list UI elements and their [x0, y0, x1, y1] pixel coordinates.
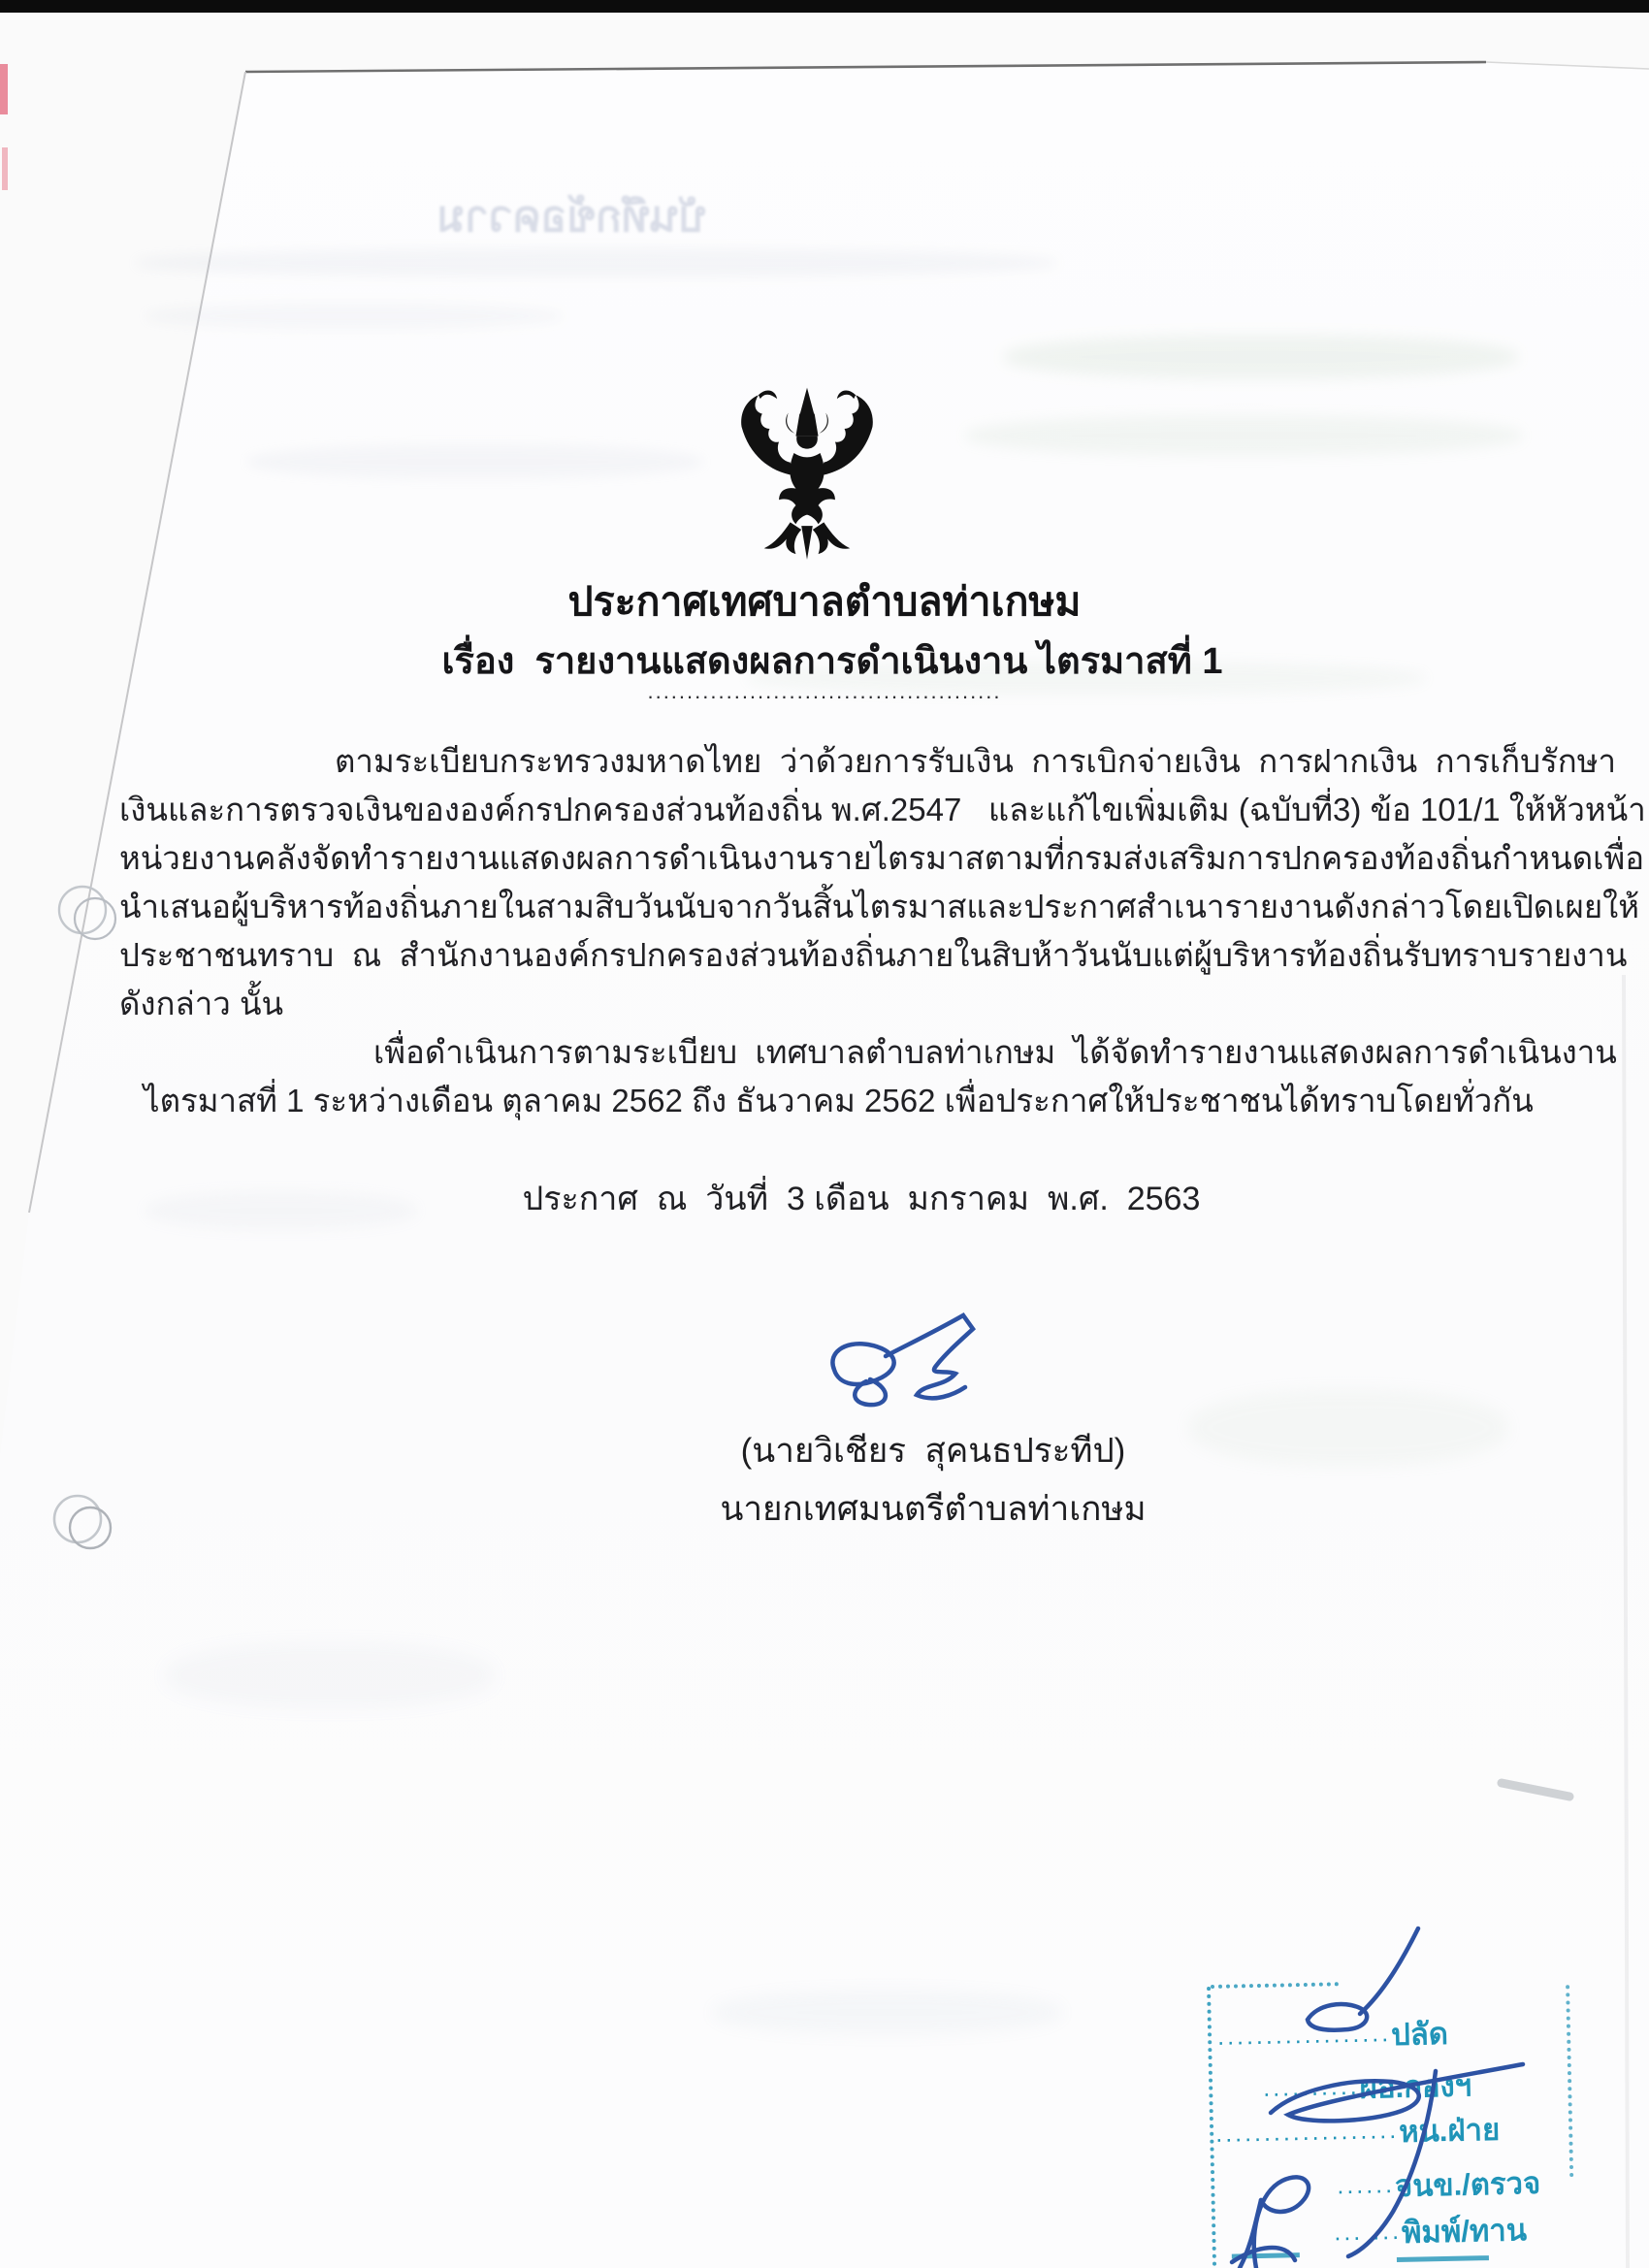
- body-line: ดังกล่าว นั้น: [119, 986, 284, 1021]
- announcement-title: ประกาศเทศบาลตำบลท่าเกษม: [567, 579, 1082, 624]
- stamp-initials-signatures: [1203, 1911, 1620, 2268]
- punch-hole-icon: [54, 1496, 101, 1542]
- body-line: เงินและการตรวจเงินขององค์กรปกครองส่วนท้องถิ่น พ.ศ.2547 และแก้ไขเพิ่มเติม (ฉบับที่3) ข้อ 101/1 ให้หัวหน้า: [119, 792, 1646, 827]
- body-line: หน่วยงานคลังจัดทำรายงานแสดงผลการดำเนินงานรายไตรมาสตามที่กรมส่งเสริมการปกครองท้องถิ่นกำหนดเพื่อ: [119, 840, 1645, 876]
- body-line: ไตรมาสที่ 1 ระหว่างเดือน ตุลาคม 2562 ถึง ธันวาคม 2562 เพื่อประกาศให้ประชาชนได้ทราบโดยทั่วกัน: [144, 1083, 1534, 1118]
- dotted-divider: .............................................: [647, 679, 1002, 703]
- stamp-label: หน.ฝ่าย: [1398, 2112, 1501, 2149]
- signer-title: นายกเทศมนตรีตำบลท่าเกษม: [720, 1490, 1147, 1528]
- body-line: เพื่อดำเนินการตามระเบียบ เทศบาลตำบลท่าเกษม ได้จัดทำรายงานแสดงผลการดำเนินงาน: [373, 1034, 1617, 1070]
- issued-date-line: ประกาศ ณ วันที่ 3 เดือน มกราคม พ.ศ. 2563: [522, 1181, 1201, 1217]
- stamp-leader: ...................: [1214, 2116, 1400, 2148]
- mayor-signature: [800, 1310, 1023, 1436]
- stamp-leader: ..................: [1216, 2020, 1392, 2051]
- garuda-emblem-icon: [704, 384, 910, 574]
- stamp-label: ผอ.กองฯ: [1359, 2068, 1472, 2105]
- announcement-subject: เรื่อง รายงานแสดงผลการดำเนินงาน ไตรมาสที่ 1: [441, 641, 1223, 682]
- bleed-through-memo-title: บันทึกข้อความ: [436, 193, 707, 241]
- body-line: นำเสนอผู้บริหารท้องถิ่นภายในสามสิบวันนับจากวันสิ้นไตรมาสและประกาศสำเนารายงานดังกล่าวโดยเปิดเผยให้: [119, 889, 1640, 924]
- stamp-label: จนข./ตรวจ: [1394, 2165, 1541, 2204]
- stamp-leader: ..........: [1262, 2072, 1360, 2102]
- red-edge-mark: [2, 147, 8, 190]
- body-line: ตามระเบียบกระทรวงมหาดไทย ว่าด้วยการรับเงิน การเบิกจ่ายเงิน การฝากเงิน การเก็บรักษา: [335, 743, 1616, 779]
- stamp-leader: ......: [1337, 2171, 1396, 2200]
- signer-name: (นายวิเชียร สุคนธประทีป): [740, 1432, 1126, 1470]
- stamp-label: พิมพ์/ทาน: [1401, 2213, 1528, 2250]
- body-line: ประชาชนทราบ ณ สำนักงานองค์กรปกครองส่วนท้องถิ่นภายในสิบห้าวันนับแต่ผู้บริหารท้องถิ่นรับทราบรายงาน: [119, 937, 1628, 973]
- stamp-leader: ... ...: [1334, 2217, 1403, 2247]
- red-edge-mark: [0, 64, 8, 114]
- stamp-label: ปลัด: [1390, 2016, 1449, 2053]
